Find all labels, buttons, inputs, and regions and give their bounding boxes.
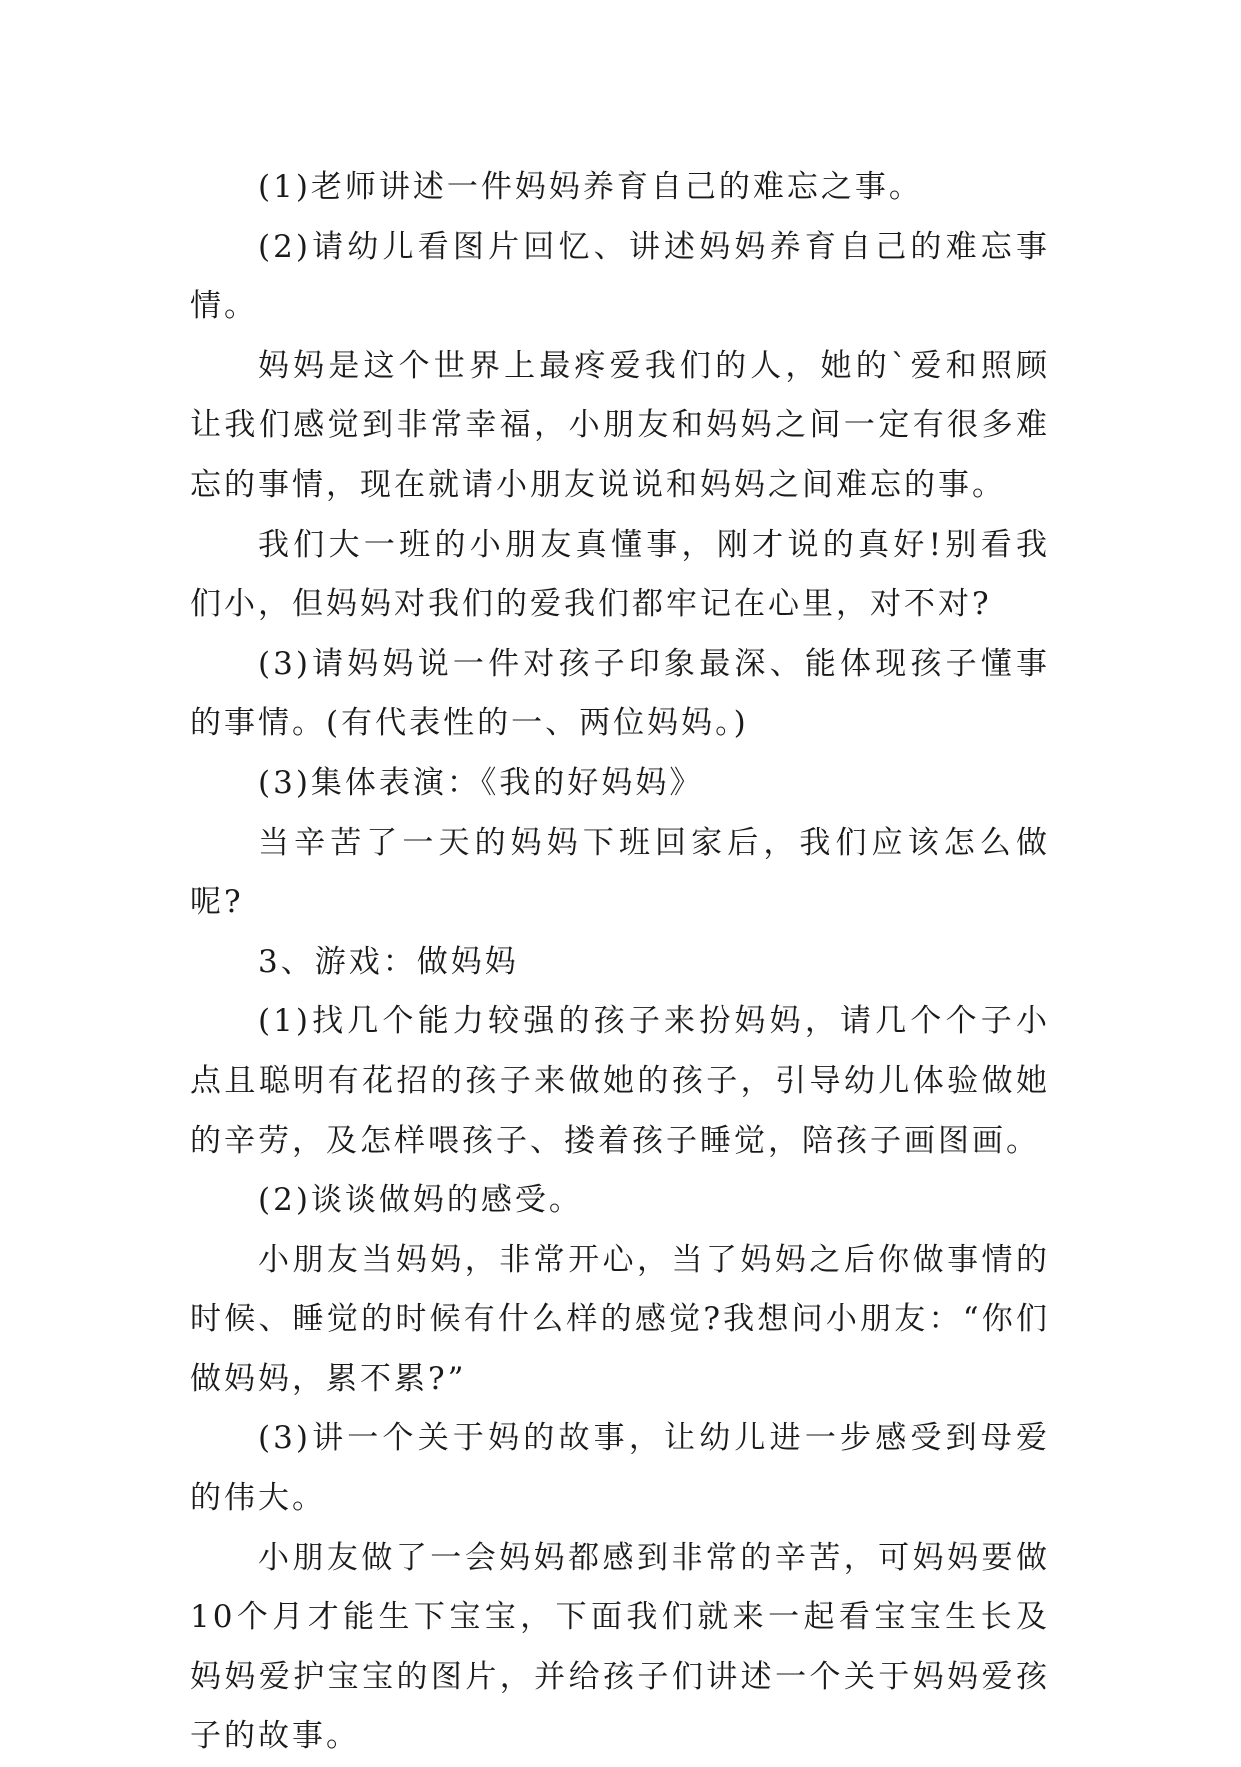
paragraph-10: (2)谈谈做妈的感受。: [258, 1182, 583, 1219]
paragraph-3: 妈妈是这个世界上最疼爱我们的人，她的`爱和照顾让我们感觉到非常幸福，小朋友和妈妈之间一定有很多难忘的事情，现在就请小朋友说说和妈妈之间难忘的事。: [190, 347, 1050, 503]
paragraph-5: (3)请妈妈说一件对孩子印象最深、能体现孩子懂事的事情。(有代表性的一、两位妈妈。): [190, 645, 1050, 742]
paragraph-4: 我们大一班的小朋友真懂事，刚才说的真好!别看我们小，但妈妈对我们的爱我们都牢记在心里，对不对?: [190, 526, 1050, 623]
paragraph-13: 小朋友做了一会妈妈都感到非常的辛苦，可妈妈要做10个月才能生下宝宝，下面我们就来一起看宝宝生长及妈妈爱护宝宝的图片，并给孩子们讲述一个关于妈妈爱孩子的故事。: [190, 1539, 1050, 1755]
document-body: [190, 158, 1050, 1767]
paragraph-1: (1)老师讲述一件妈妈养育自己的难忘之事。: [258, 169, 923, 205]
paragraph-11: 小朋友当妈妈，非常开心，当了妈妈之后你做事情的时候、睡觉的时候有什么样的感觉?我想问小朋友：“你们做妈妈，累不累?”: [190, 1241, 1050, 1397]
paragraph-12: (3)讲一个关于妈的故事，让幼儿进一步感受到母爱的伟大。: [190, 1420, 1050, 1517]
paragraph-9: (1)找几个能力较强的孩子来扮妈妈，请几个个子小点且聪明有花招的孩子来做她的孩子，引导幼儿体验做她的辛劳，及怎样喂孩子、搂着孩子睡觉，陪孩子画图画。: [190, 1003, 1050, 1159]
paragraph-6: (3)集体表演：《我的好妈妈》: [258, 764, 704, 801]
section-heading-game: 3、游戏：做妈妈: [258, 943, 519, 980]
paragraph-7: 当辛苦了一天的妈妈下班回家后，我们应该怎么做呢?: [190, 824, 1050, 921]
paragraph-2: (2)请幼儿看图片回忆、讲述妈妈养育自己的难忘事情。: [190, 228, 1050, 325]
